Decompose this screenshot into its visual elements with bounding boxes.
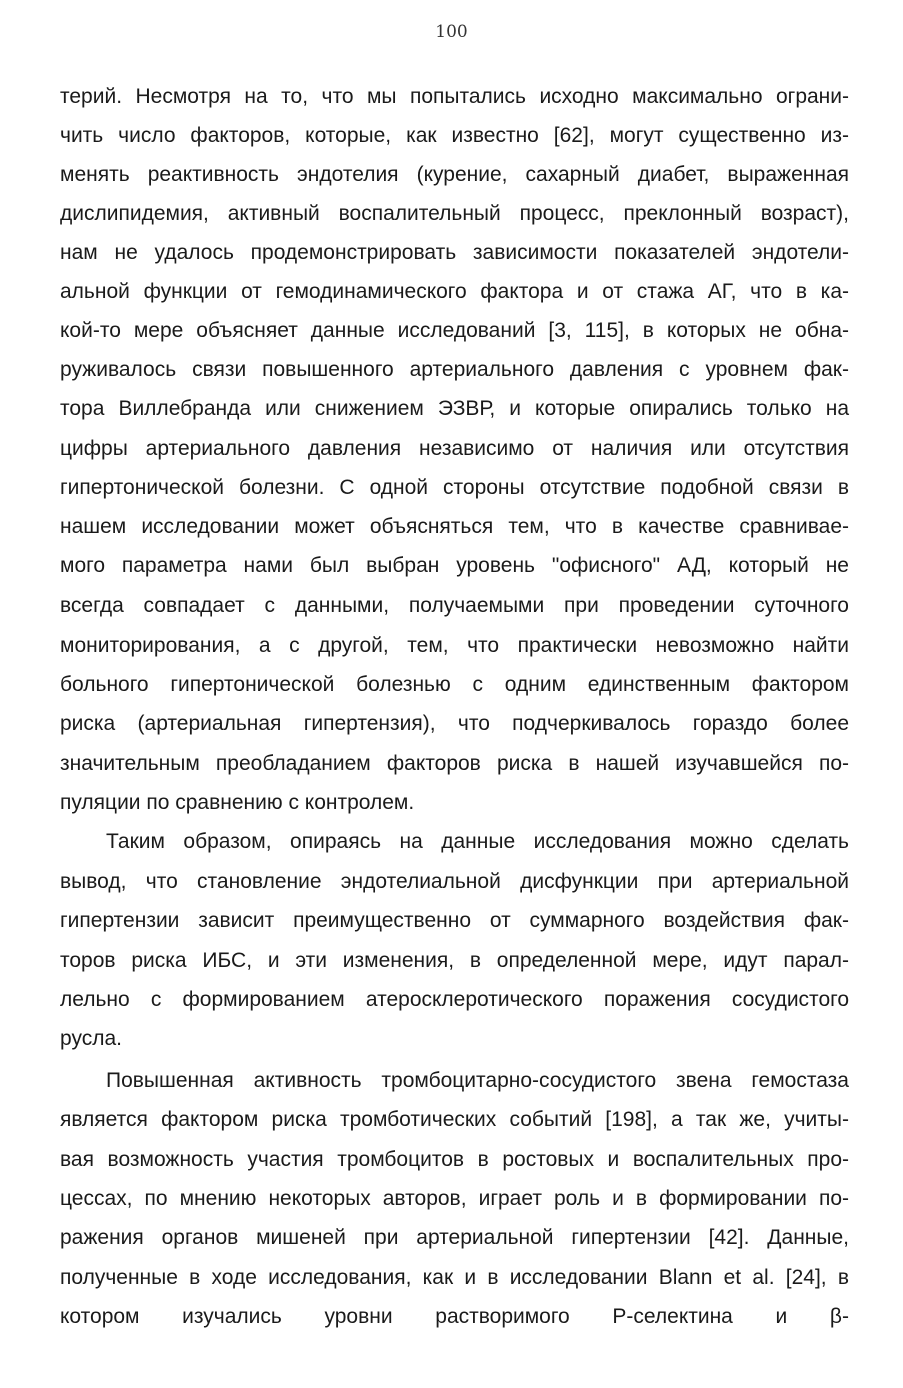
text-line: гипертонической болезни. С одной стороны отсутствие подобной связи в xyxy=(60,476,849,499)
text-line: котором изучались уровни растворимого Р-селектина и β- xyxy=(60,1305,849,1328)
text-line: кой-то мере объясняет данные исследований [3, 115], в которых не обна- xyxy=(60,319,849,342)
text-line: лельно с формированием атеросклеротического поражения сосудистого xyxy=(60,988,849,1011)
text-line: значительным преобладанием факторов риска в нашей изучавшейся по- xyxy=(60,752,849,775)
text-line: полученные в ходе исследования, как и в исследовании Blann et al. [24], в xyxy=(60,1266,849,1289)
text-line: цессах, по мнению некоторых авторов, играет роль и в формировании по- xyxy=(60,1187,849,1210)
text-line: больного гипертонической болезнью с одним единственным фактором xyxy=(60,673,849,696)
text-line: нашем исследовании может объясняться тем, что в качестве сравнивае- xyxy=(60,515,849,538)
page-number: 100 xyxy=(435,22,468,42)
text-line: альной функции от гемодинамического фактора и от стажа АГ, что в ка- xyxy=(60,280,849,303)
text-line: ражения органов мишеней при артериальной гипертензии [42]. Данные, xyxy=(60,1226,849,1249)
text-line: менять реактивность эндотелия (курение, сахарный диабет, выраженная xyxy=(60,163,849,186)
text-line: мого параметра нами был выбран уровень "офисного" АД, который не xyxy=(60,554,849,577)
text-line: тора Виллебранда или снижением ЭЗВР, и которые опирались только на xyxy=(60,397,849,420)
text-line: чить число факторов, которые, как известно [62], могут существенно из- xyxy=(60,124,849,147)
text-line: гипертензии зависит преимущественно от суммарного воздействия фак- xyxy=(60,909,849,932)
text-line: вая возможность участия тромбоцитов в ростовых и воспалительных про- xyxy=(60,1148,849,1171)
text-line: вывод, что становление эндотелиальной дисфункции при артериальной xyxy=(60,870,849,893)
text-line: является фактором риска тромботических событий [198], а так же, учиты- xyxy=(60,1108,849,1131)
text-line: цифры артериального давления независимо от наличия или отсутствия xyxy=(60,437,849,460)
text-line: русла. xyxy=(60,1027,122,1050)
text-line: пуляции по сравнению с контролем. xyxy=(60,791,415,814)
text-line: терий. Несмотря на то, что мы попытались исходно максимально ограни- xyxy=(60,85,849,108)
text-line: риска (артериальная гипертензия), что подчеркивалось гораздо более xyxy=(60,712,849,735)
text-line: дислипидемия, активный воспалительный процесс, преклонный возраст), xyxy=(60,202,849,225)
text-line: мониторирования, а с другой, тем, что практически невозможно найти xyxy=(60,634,849,657)
text-line: всегда совпадает с данными, получаемыми при проведении суточного xyxy=(60,594,849,617)
text-line: торов риска ИБС, и эти изменения, в определенной мере, идут парал- xyxy=(60,949,849,972)
text-line: руживалось связи повышенного артериального давления с уровнем фак- xyxy=(60,358,849,381)
text-line: нам не удалось продемонстрировать зависимости показателей эндотели- xyxy=(60,241,849,264)
text-line: Повышенная активность тромбоцитарно-сосудистого звена гемостаза xyxy=(106,1069,849,1092)
text-line: Таким образом, опираясь на данные исследования можно сделать xyxy=(106,830,849,853)
